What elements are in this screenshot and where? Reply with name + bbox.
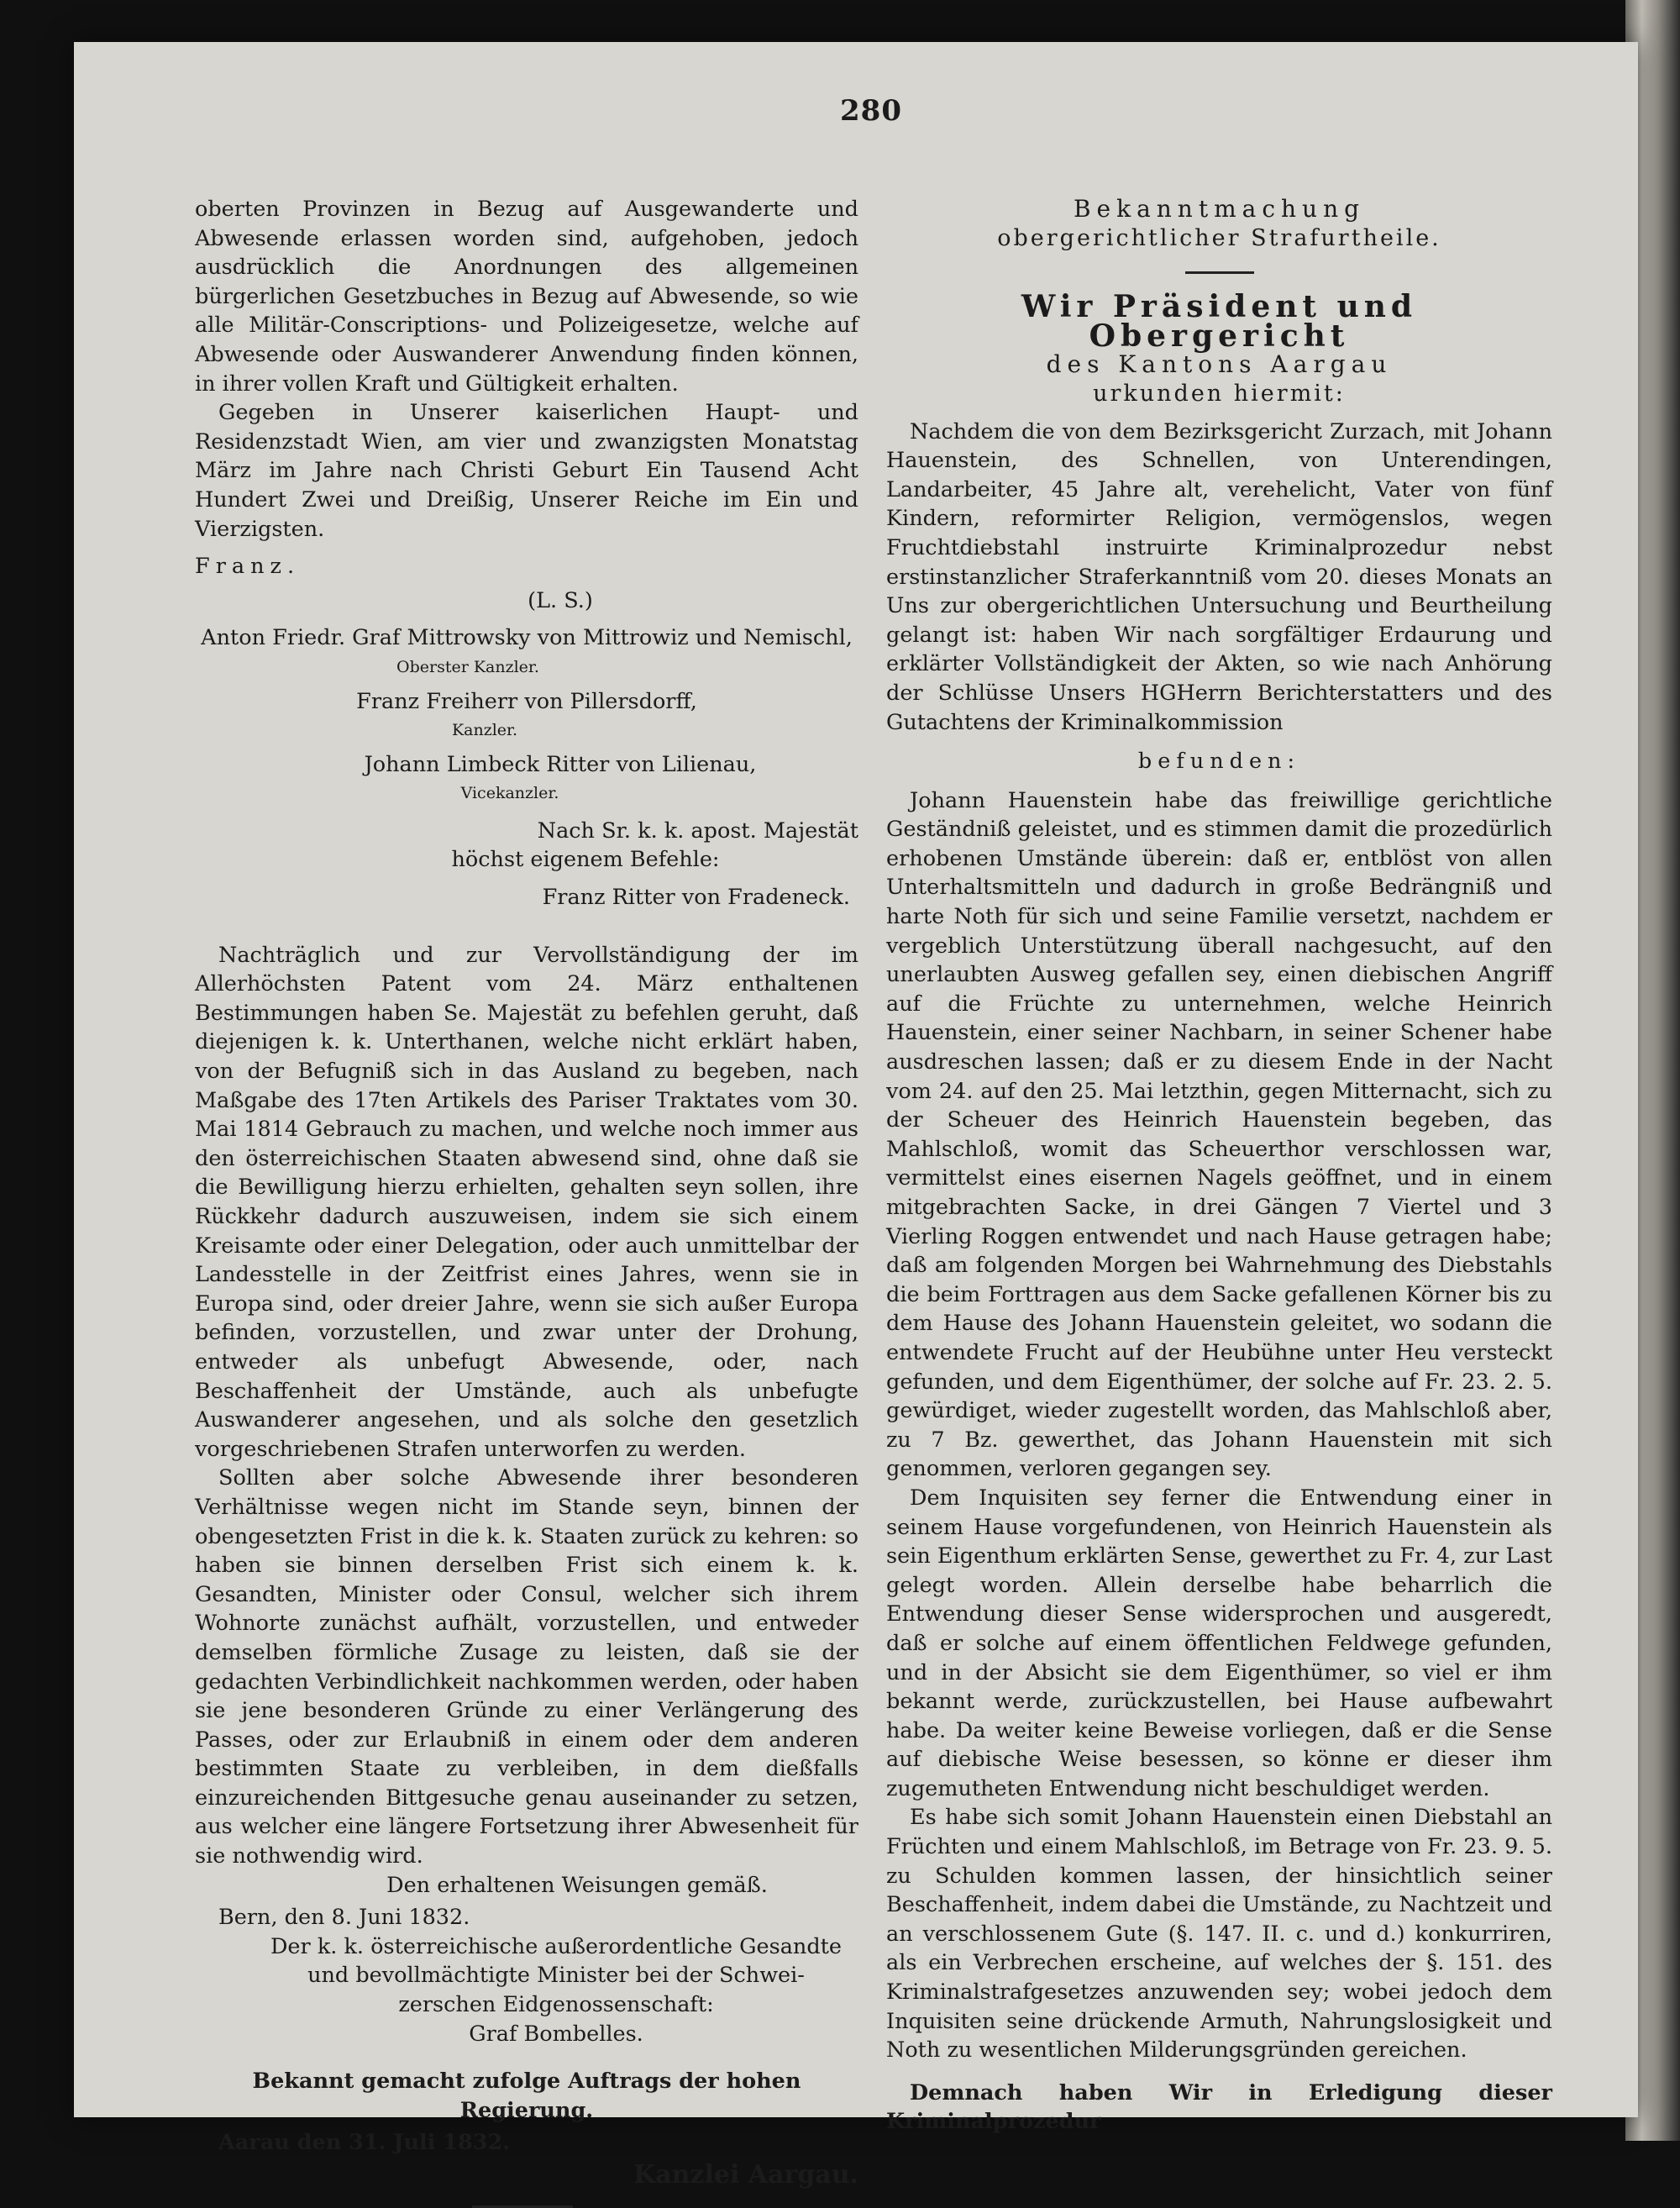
sense-paragraph: Dem Inquisiten sey ferner die Entwendung einer in seinem Hause vorgefundenen, von Heinrich Hauenstein als sein Eigenthum erklärten Sense, gewerthet zu Fr. 4, zur Last gelegt worden. Allein derselbe habe beharrlich die Entwendung dieser Sense widersprochen und ausgeredt, daß er solche auf einem öffentlichen Feldwege gefunden, und in der Absicht sie dem Eigenthümer, so viel er ihm bekannt werde, zurückzustellen, bei Hause aufbewahrt habe. Da weiter keine Beweise vorliegen, daß er die Sense auf diebische Weise besessen, so könne er dieser ihm zugemutheten Entwendung nicht beschuldiget werden. (886, 1485, 1552, 1801)
preamble-paragraph: Nachdem die von dem Bezirksgericht Zurzach, mit Johann Hauenstein, des Schnellen, von Unterendingen, Landarbeiter, 45 Jahre alt, verehelicht, Vater von fünf Kindern, reformirter Religion, vermögenslos, wegen Fruchtdiebstahl instruirte Kriminalprozedur nebst erstinstanzlicher Straferkanntniß vom 20. dieses Monats an Uns zur obergerichtlichen Untersuchung und Beurtheilung gelangt ist: haben Wir nach sorgfältiger Erdaurung und erklärter Vollständigkeit der Akten, so wie nach Anhörung der Schlüsse Unsers HGHerrn Berichterstatters und des Gutachtens der Kriminalkommission (886, 418, 1552, 735)
envoy-line-2: und bevollmächtigte Minister bei der Schwei- (307, 1963, 805, 1989)
signer-mittrowsky-title: Oberster Kanzler. (396, 657, 539, 676)
seal: (L. S.) (528, 587, 593, 613)
instructions-line: Den erhaltenen Weisungen gemäß. (386, 1872, 768, 1898)
kanzlei-signature: Kanzlei Aargau. (633, 2160, 858, 2190)
left-column (195, 195, 858, 2208)
envoy-line-1: Der k. k. österreichische außerordentliche Gesandte (270, 1933, 843, 1959)
given-paragraph: Gegeben in Unserer kaiserlichen Haupt- und Residenzstadt Wien, am vier und zwanzigsten Monatstag März im Jahre nach Christi Geburt Ein Tausend Acht Hundert Zwei und Dreißig, Unserer Reiche im Ein und Vierzigsten. (195, 400, 858, 542)
bern-date: Bern, den 8. Juni 1832. (218, 1905, 470, 1931)
findings-paragraph: Johann Hauenstein habe das freiwillige gerichtliche Geständniß geleistet, und es stimmen damit die prozedürlich erhobenen Umstände überein: daß er, entblöst von allen Unterhaltsmitteln und dadurch in große Bedrängniß und harte Noth für sich und seine Familie versetzt, nachdem er vergeblich Unterstützung überall nachgesucht, auf den unerlaubten Ausweg gefallen sey, einen diebischen Angriff auf die Früchte zu unternehmen, welche Heinrich Hauenstein, einer seiner Nachbarn, in seiner Schener habe ausdreschen lassen; daß er zu diesem Ende in der Nacht vom 24. auf den 25. Mai letzthin, gegen Mitternacht, sich zu der Scheuer des Heinrich Hauenstein begeben, das Mahlschloß, womit das Scheuerthor verschlossen war, vermittelst eines eisernen Nagels geöffnet, und in einem mitgebrachten Sacke, in drei Gängen 7 Viertel und 3 Vierling Roggen entwendet und nach Hause getragen habe; daß am folgenden Morgen bei Wahrnehmung des Diebstahls die beim Forttragen aus dem Sacke gefallenen Körner bis zu dem Hause des Johann Hauenstein geleitet, wo sodann die entwendete Frucht auf der Heubühne unter Heu versteckt gefunden, und dem Eigenthümer, der solche auf Fr. 23. 2. 5. gewürdiget, wieder zugestellt worden, das Mahlschloß aber, zu 7 Bz. gewerthet, das Johann Hauenstein mit sich genommen, verloren gegangen sey. (886, 787, 1552, 1482)
befunden-heading: befunden: (1137, 749, 1301, 775)
command-line-1: Nach Sr. k. k. apost. Majestät (537, 817, 858, 844)
heading-rule (1185, 271, 1254, 274)
continuation-paragraph: oberten Provinzen in Bezug auf Ausgewanderte und Abwesende erlassen worden sind, aufgehoben, jedoch ausdrücklich die Anordnungen des allgemeinen bürgerlichen Gesetzbuches in Bezug auf Abwesende, so wie alle Militär-Conscriptions- und Polizeigesetze, welche auf Abwesende oder Auswanderer Anwendung finden können, in ihrer vollen Kraft und Gültigkeit erhalten. (195, 197, 858, 397)
heading-wir-praesident: Wir Präsident und Obergericht (1021, 289, 1418, 354)
signer-pillersdorff: Franz Freiherr von Pillersdorff, (356, 688, 697, 714)
signer-fradeneck: Franz Ritter von Fradeneck. (542, 885, 850, 911)
heading-kanton: des Kantons Aargau (1046, 350, 1393, 379)
supplement-paragraph: Nachträglich und zur Vervollständigung der im Allerhöchsten Patent vom 24. März enthaltenen Bestimmungen haben Se. Majestät zu befehlen geruht, daß diejenigen k. k. Unterthanen, welche nicht erklärt haben, von der Befugniß sich in das Ausland zu begeben, nach Maßgabe des 17ten Artikels des Pariser Traktates vom 30. Mai 1814 Gebrauch zu machen, und welche noch immer aus den österreichischen Staaten abwesend sind, ohne daß sie die Bewilligung hierzu erhielten, gehalten seyn sollen, ihre Rückkehr dadurch auszuweisen, indem sie sich einem Kreisamte oder einer Delegation, oder auch unmittelbar der Landesstelle in der Zeitfrist eines Jahres, wenn sie in Europa sind, oder dreier Jahre, wenn sie sich außer Europa befinden, vorzustellen, und zwar unter der Drohung, entweder als unbefugt Abwesende, oder, nach Beschaffenheit der Umstände, auch als unbefugte Auswanderer angesehen, und als solche den gesetzlich vorgeschriebenen Strafen unterworfen zu werden. (195, 942, 858, 1462)
signer-limbeck: Johann Limbeck Ritter von Lilienau, (364, 751, 757, 777)
announcement-line: Bekannt gemacht zufolge Auftrags der hohen Regierung. (252, 2069, 801, 2123)
command-line-2: höchst eigenem Befehle: (451, 847, 720, 873)
right-column (886, 195, 1552, 2137)
heading-strafurtheile: obergerichtlicher Strafurtheile. (997, 224, 1441, 251)
heading-urkunden: urkunden hiermit: (1093, 380, 1346, 407)
envoy-name: Graf Bombelles. (469, 2021, 643, 2047)
signer-limbeck-title: Vicekanzler. (460, 784, 559, 803)
signer-pillersdorff-title: Kanzler. (451, 721, 518, 740)
heading-bekanntmachung: Bekanntmachung (1073, 195, 1366, 223)
demnach-paragraph: Demnach haben Wir in Erledigung dieser Kriminalprozedur (886, 2079, 1552, 2135)
absentees-paragraph: Sollten aber solche Abwesende ihrer besonderen Verhältnisse wegen nicht im Stande seyn, binnen der obengesetzten Frist in die k. k. Staaten zurück zu kehren: so haben sie binnen derselben Frist sich einem k. k. Gesandten, Minister oder Consul, welcher sich ihrem Wohnorte zunächst aufhält, vorzustellen, und entweder demselben förmliche Zusage zu leisten, daß sie der gedachten Verbindlichkeit nachkommen werden, oder haben sie jene besonderen Gründe zu einer Verlängerung des Passes, oder zur Erlaubniß in einem oder dem anderen bestimmten Staate zu verbleiben, in dem dießfalls einzureichenden Bittgesuche genau auseinander zu setzen, aus welcher eine längere Fortsetzung ihrer Abwesenheit für sie nothwendig wird. (195, 1465, 858, 1869)
franz-signature: Franz. (195, 554, 301, 580)
aarau-date: Aarau den 31. Juli 1832. (218, 2130, 511, 2156)
closing-rule (472, 2205, 573, 2208)
verdict-paragraph: Es habe sich somit Johann Hauenstein einen Diebstahl an Früchten und einem Mahlschloß, im Betrage von Fr. 23. 9. 5. zu Schulden kommen lassen, der hinsichtlich seiner Beschaffenheit, indem dabei die Umstände, zu Nachtzeit und an verschlossenem Gute (§. 147. II. c. und d.) konkurriren, als ein Verbrechen erscheine, auf welches der §. 151. des Kriminalstrafgesetzes anzuwenden sey; wobei jedoch dem Inquisiten seine drückende Armuth, Nahrungslosigkeit und Noth zu wesentlichen Milderungsgründen gereichen. (886, 1805, 1552, 2063)
envoy-line-3: zerschen Eidgenossenschaft: (398, 1992, 714, 2018)
page-number: 280 (840, 94, 902, 128)
signer-mittrowsky: Anton Friedr. Graf Mittrowsky von Mittrowiz und Nemischl, (201, 625, 853, 651)
